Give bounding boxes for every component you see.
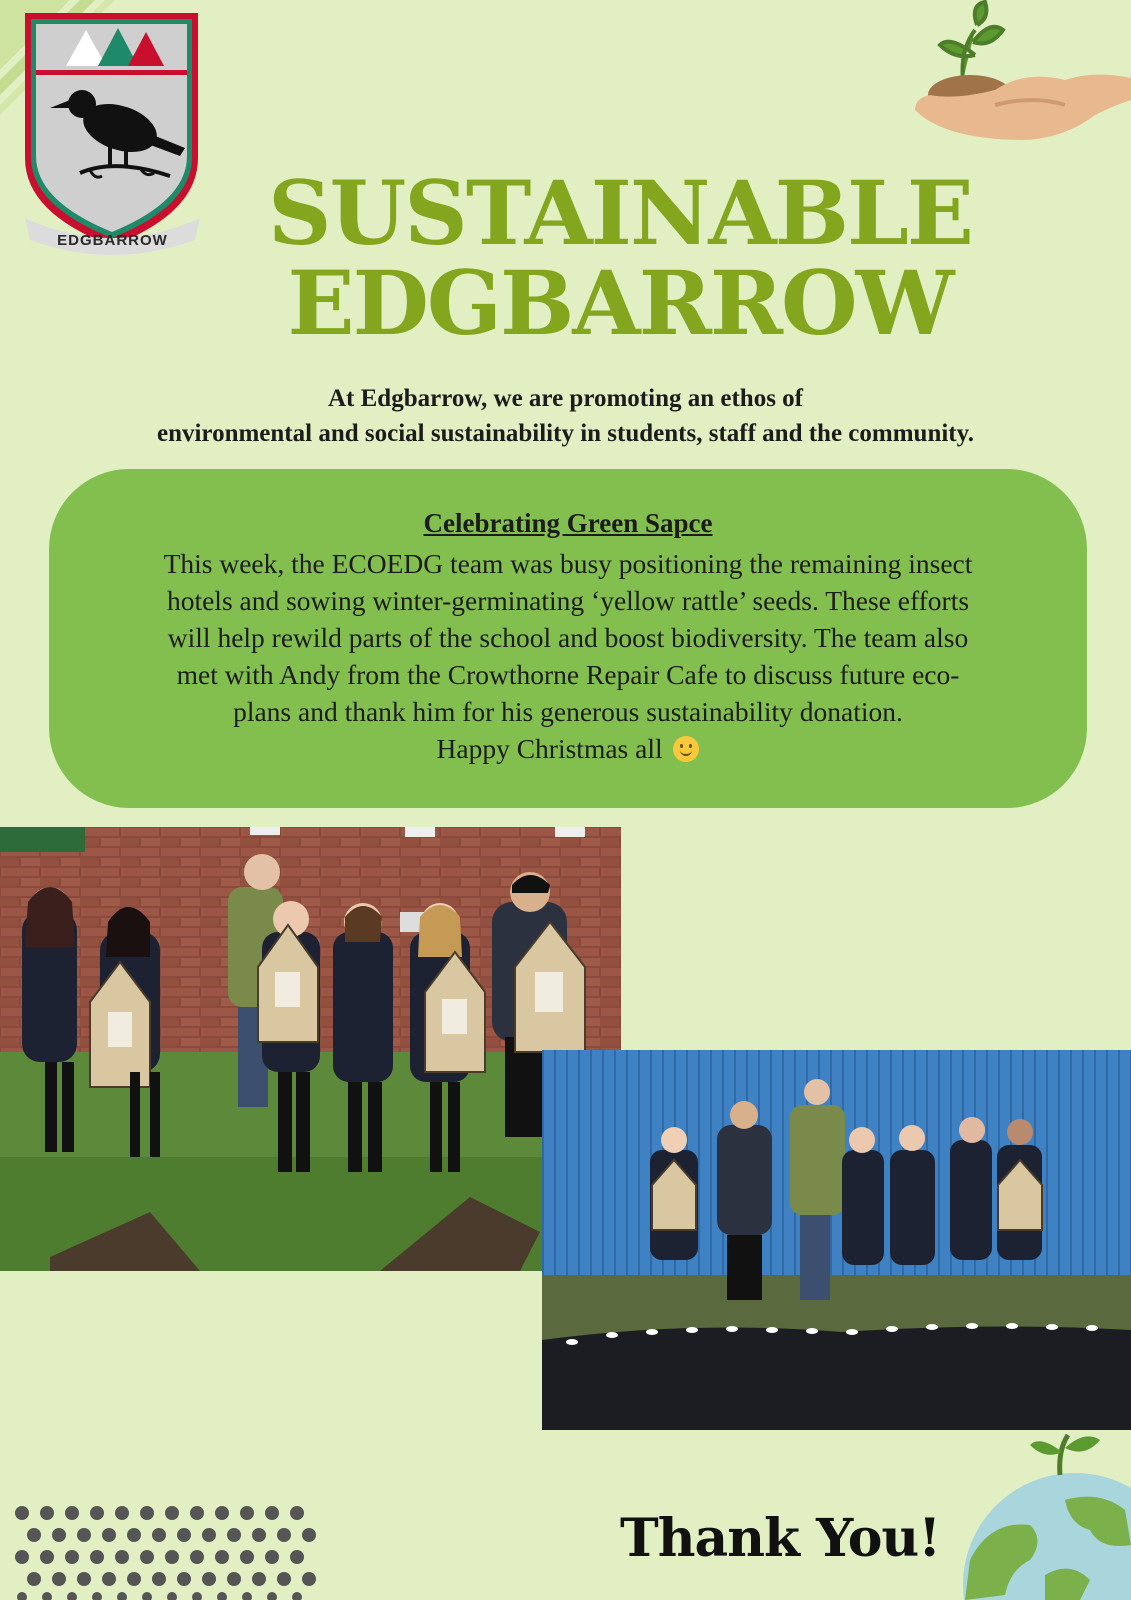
photo-brick-wall-group [0,827,621,1271]
news-line: hotels and sowing winter-germinating ‘yellow rattle’ seeds. These efforts [166,585,970,616]
news-line: plans and thank him for his generous sustainability donation. [233,696,903,727]
smiling-face-icon [673,736,699,762]
news-body [60,545,1076,767]
crest-label: EDGBARROW [57,232,168,249]
news-line: will help rewild parts of the school and boost biodiversity. The team also [167,622,969,653]
hand-plant-icon [915,0,1131,150]
intro-line1: At Edgbarrow, we are promoting an ethos of [328,385,803,412]
thank-you-text: Thank You! [620,1508,941,1569]
page-title-line1: SUSTAINABLE [268,161,972,265]
school-crest-logo [20,8,205,268]
globe-sprout-icon [950,1430,1131,1600]
news-line: met with Andy from the Crowthorne Repair Cafe to discuss future eco- [176,659,960,690]
intro-line2: environmental and social sustainability in students, staff and the community. [156,420,975,447]
page-title-line2: EDGBARROW [287,251,953,355]
news-closing-text: Happy Christmas all [436,733,663,764]
news-line: This week, the ECOEDG team was busy positioning the remaining insect [163,548,973,579]
dot-pattern-decoration [12,1503,332,1600]
photo-blue-fence-pond-group [542,1050,1131,1430]
news-closing-line [60,730,1076,767]
news-heading: Celebrating Green Sapce [423,508,713,538]
